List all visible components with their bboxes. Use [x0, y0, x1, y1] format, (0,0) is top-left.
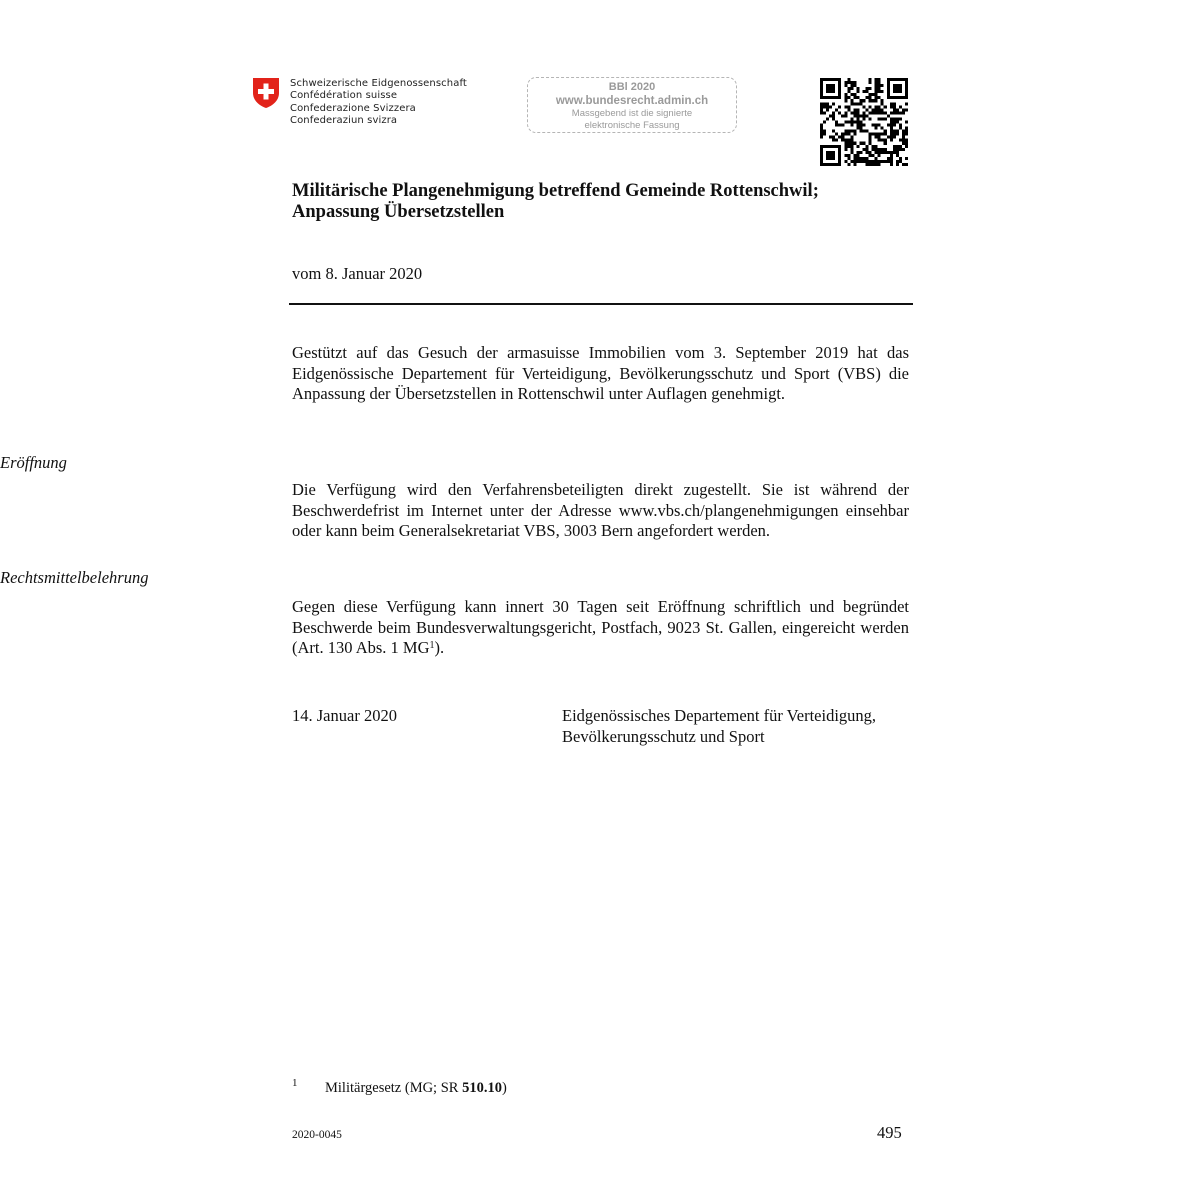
confederation-name-rm: Confederaziun svizra	[290, 115, 398, 127]
department-line-2: Bevölkerungsschutz und Sport	[562, 726, 765, 746]
rechtsmittel-text-end: ).	[434, 638, 445, 657]
eroeffnung-paragraph: Die Verfügung wird den Verfahrensbeteiligten direkt zugestellt. Sie ist während der Beschwerdefrist im Internet unter der Adresse www.vbs.ch/plangenehmigungen einsehbar oder kann beim Generalsekretariat VBS, 3003 Bern angefordert werden.	[292, 480, 909, 540]
document-number: 2020-0045	[292, 1129, 342, 1141]
section-heading-rechtsmittel: Rechtsmittelbelehrung	[0, 568, 149, 587]
stamp-bbl: BBl 2020	[608, 81, 656, 93]
document-title	[292, 181, 912, 223]
rechtsmittel-paragraph	[292, 597, 909, 659]
stamp-note-2: elektronische Fassung	[584, 119, 680, 131]
stamp-note-1: Massgebend ist die signierte	[571, 108, 693, 119]
footnote-reference[interactable]: 1	[429, 640, 435, 651]
footnote-text-end: )	[501, 1080, 507, 1096]
confederation-name-it: Confederazione Svizzera	[290, 102, 416, 114]
publication-stamp	[527, 77, 737, 133]
title-divider	[289, 303, 913, 305]
intro-paragraph: Gestützt auf das Gesuch der armasuisse Immobilien vom 3. September 2019 hat das Eidgenössische Departement für Verteidigung, Bevölkerungsschutz und Sport (VBS) die Anpassung der Übersetzstellen in Rottenschwil unter Auflagen genehmigt.	[292, 343, 909, 403]
confederation-name-fr: Confédération suisse	[290, 90, 398, 102]
title-line-1: Militärische Plangenehmigung betreffend Gemeinde Rottenschwil;	[292, 181, 819, 201]
department-line-1: Eidgenössisches Departement für Verteidigung,	[562, 706, 877, 725]
title-line-2: Anpassung Übersetzstellen	[292, 202, 505, 222]
signature-department	[562, 706, 912, 747]
swiss-crest-icon	[252, 77, 280, 109]
footnote-text	[325, 1080, 507, 1097]
rechtsmittel-text: Gegen diese Verfügung kann innert 30 Tagen seit Eröffnung schriftlich und begründet Beschwerde beim Bundesverwaltungsgericht, Postfach, 9023 St. Gallen, eingereicht werden (Art. 130 Abs. 1 MG	[292, 597, 909, 657]
qr-code-icon	[820, 78, 908, 166]
footnote-text-start: Militärgesetz (MG; SR	[325, 1080, 463, 1096]
stamp-url: www.bundesrecht.admin.ch	[555, 95, 709, 107]
footnote-number: 1	[292, 1077, 298, 1089]
signature-date: 14. Januar 2020	[292, 706, 397, 725]
confederation-names	[290, 78, 467, 128]
document-date: vom 8. Januar 2020	[292, 264, 423, 283]
page-number: 495	[877, 1123, 902, 1142]
footnote-sr-number: 510.10	[462, 1080, 502, 1096]
confederation-name-de: Schweizerische Eidgenossenschaft	[290, 78, 467, 89]
section-heading-eroeffnung: Eröffnung	[0, 453, 67, 472]
